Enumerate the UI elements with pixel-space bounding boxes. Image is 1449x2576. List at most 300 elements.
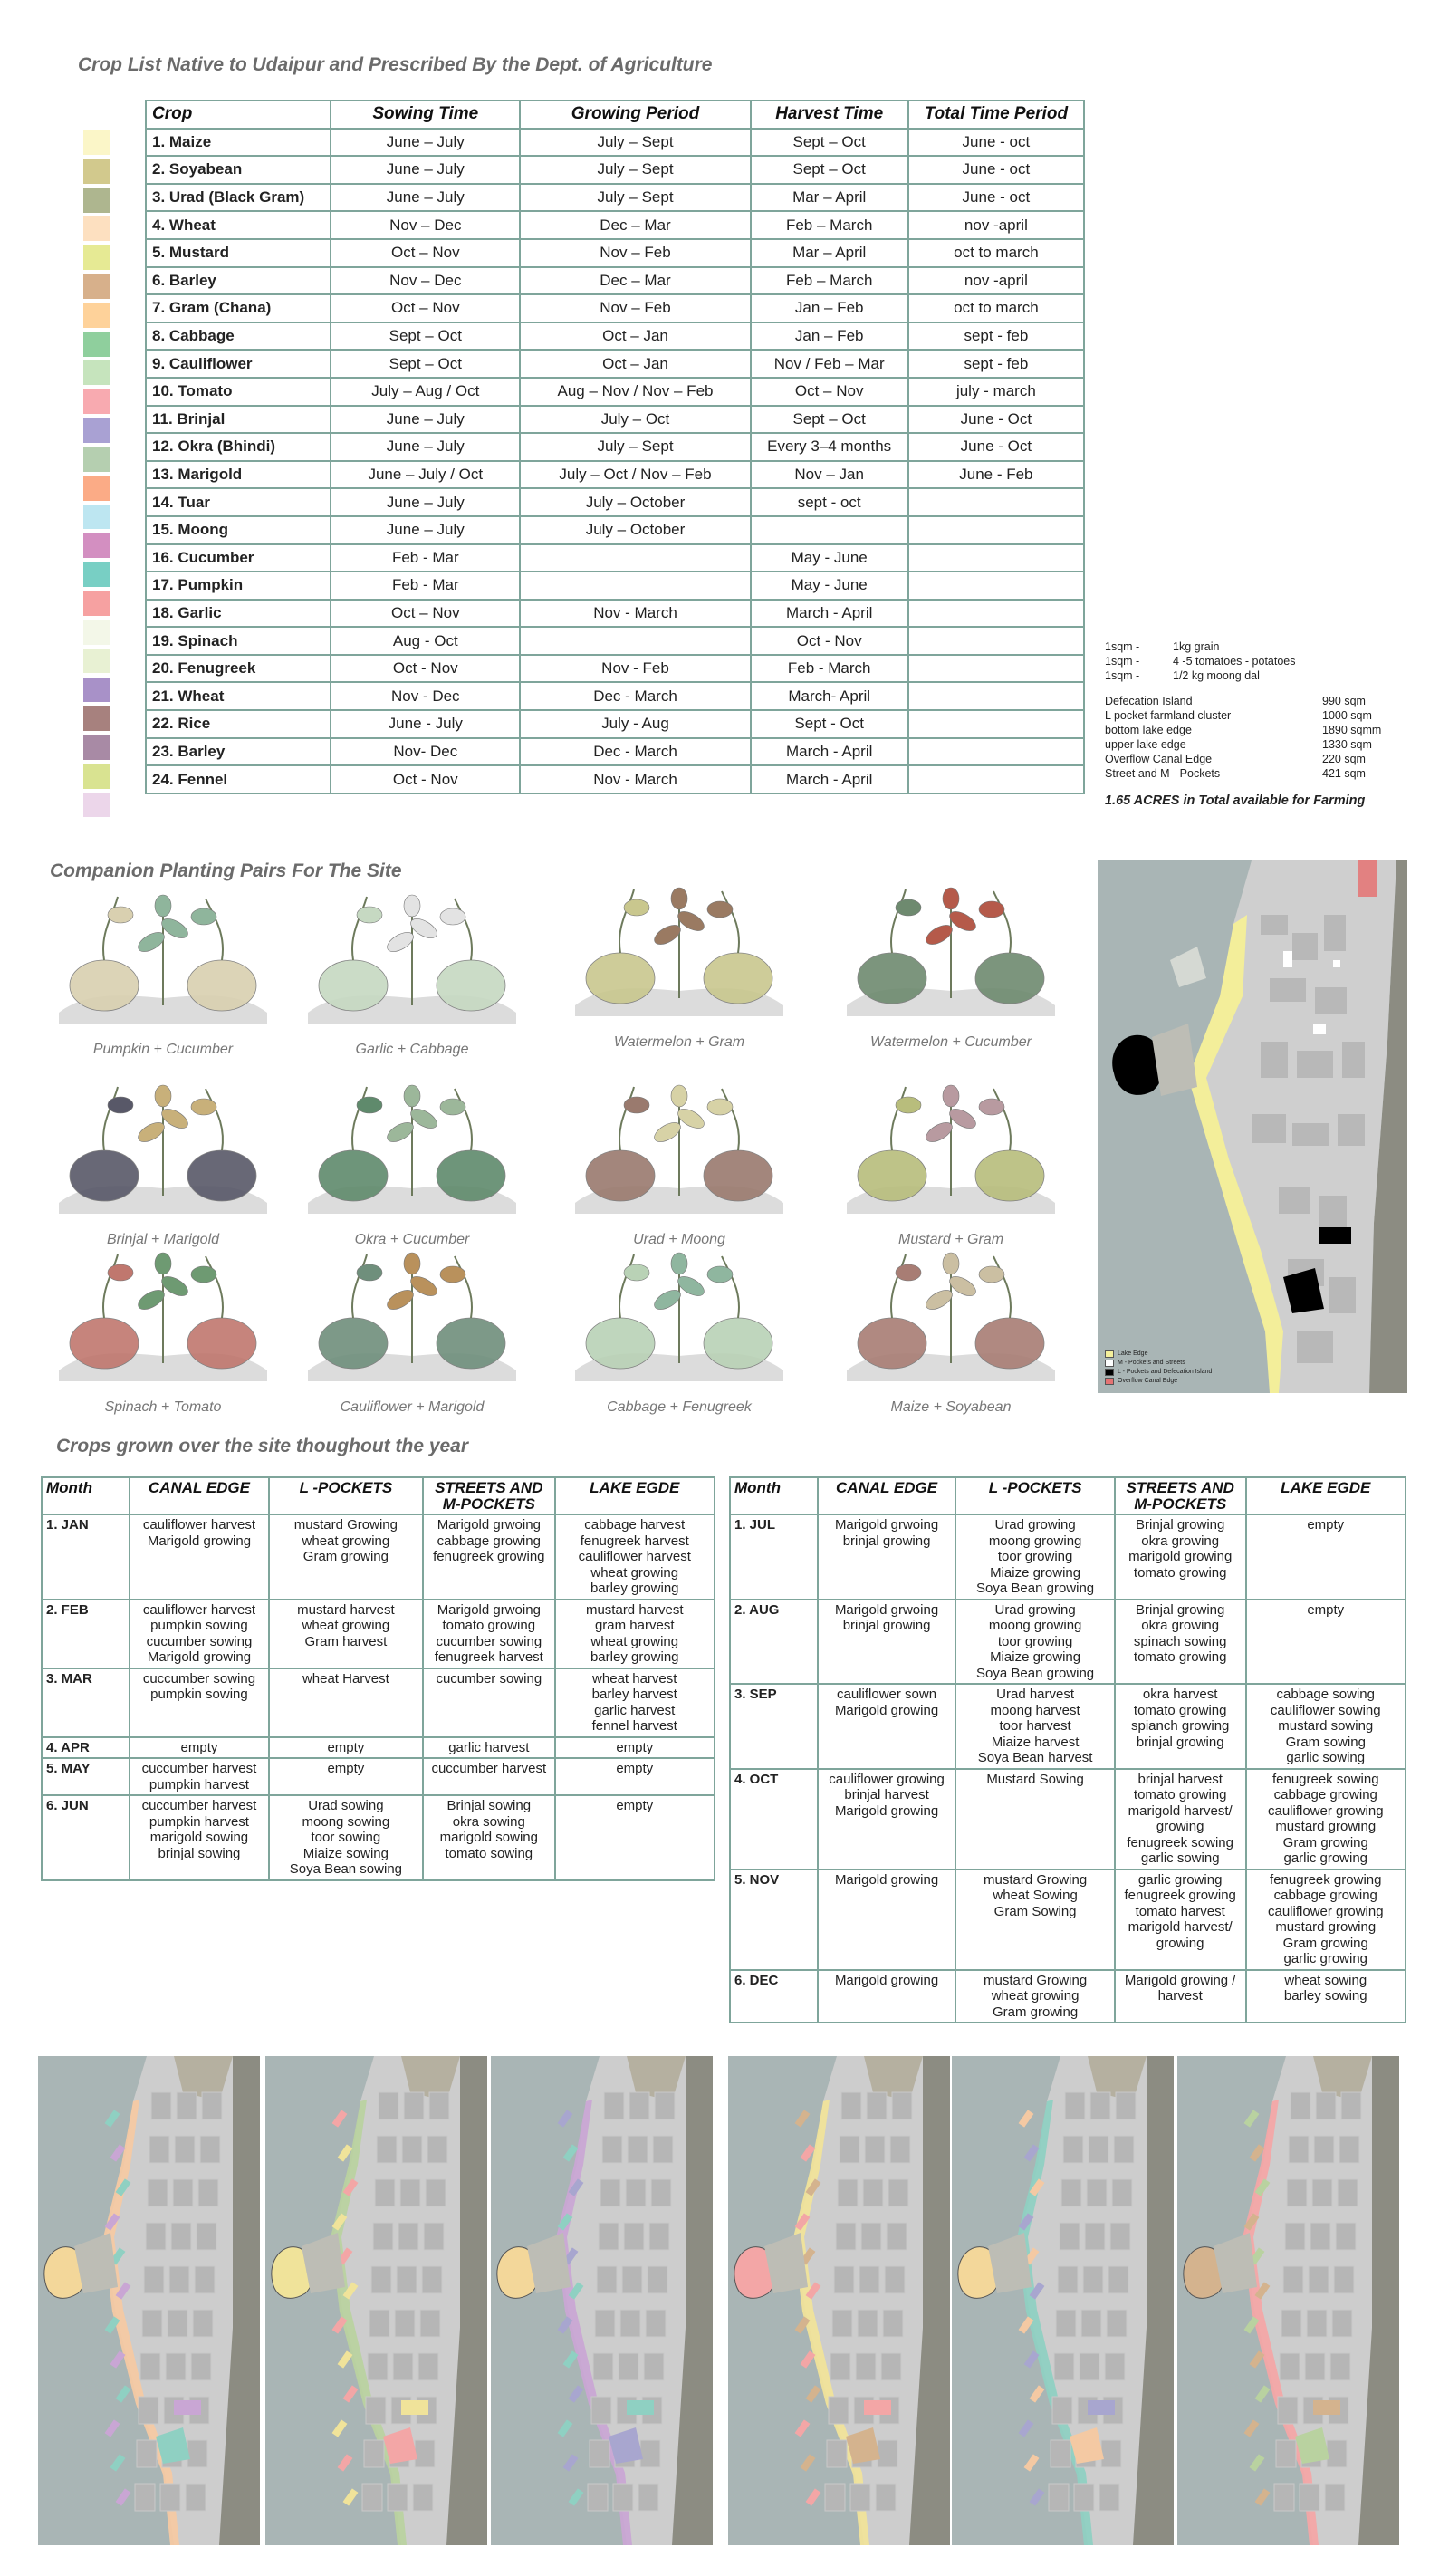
harvest-time: Jan – Feb: [751, 294, 908, 322]
calendar-entry: empty: [1307, 1601, 1345, 1618]
sowing-time: Feb - Mar: [331, 544, 520, 572]
calendar-entry: Gram growing: [1282, 1935, 1368, 1951]
growing-period: Nov - Feb: [520, 655, 750, 683]
crop-name: 22. Rice: [146, 710, 331, 738]
calendar-entry: pumpkin harvest: [149, 1813, 249, 1830]
calendar-entry: Marigold growing: [147, 1533, 252, 1549]
calendar-entry: cucumber sowing: [436, 1670, 542, 1687]
calendar-entry: brinjal sowing: [158, 1845, 241, 1861]
calendar-entry: brinjal growing: [842, 1618, 931, 1633]
calendar-entry: toor sowing: [311, 1830, 381, 1845]
area-row: [1105, 737, 1417, 752]
calendar-entry: cuccumber harvest: [141, 1798, 257, 1813]
calendar-entry: marigold harvest/: [1128, 1802, 1233, 1819]
calendar-entry: garlic sowing: [1286, 1750, 1366, 1765]
companion-pair-illustration: [566, 1069, 792, 1232]
month-map: [491, 2056, 713, 2545]
calendar-entry: fenugreek sowing: [1271, 1771, 1379, 1787]
sowing-time: June – July: [331, 516, 520, 544]
calendar-entry: moong sowing: [302, 1813, 390, 1830]
calendar-entry: moong harvest: [990, 1702, 1080, 1718]
calendar-entry: Soya Bean growing: [976, 1581, 1095, 1596]
header-canal-edge: CANAL EDGE: [818, 1477, 956, 1514]
area-name: Street and M - Pockets: [1105, 767, 1221, 780]
month-cell: 5. NOV: [730, 1870, 818, 1970]
calendar-entry: cabbage growing: [1273, 1888, 1377, 1903]
streets-cell: [423, 1758, 554, 1795]
growing-period: July – Oct: [520, 406, 750, 434]
calendar-entry: Urad sowing: [308, 1798, 384, 1813]
growing-period: Nov - March: [520, 600, 750, 628]
calendar-entry: wheat sowing: [1284, 1972, 1367, 1988]
header-total-time-period: Total Time Period: [908, 101, 1084, 129]
streets-cell: [1115, 1970, 1246, 2023]
harvest-time: Sept – Oct: [751, 156, 908, 184]
crop-table: [145, 100, 1085, 794]
l-pockets-cell: [269, 1758, 423, 1795]
header-streets-m-pockets: STREETS AND M-POCKETS: [423, 1477, 554, 1514]
canal-edge-cell: [130, 1600, 268, 1668]
calendar-entry: Mustard Sowing: [986, 1771, 1084, 1787]
legend-label: Lake Edge: [1118, 1350, 1148, 1357]
crop-color-legend: [83, 130, 110, 822]
growing-period: July – October: [520, 516, 750, 544]
lake-edge-cell: [555, 1737, 715, 1759]
legend-item: [1105, 1377, 1212, 1386]
calendar-entry: Soya Bean sowing: [289, 1861, 402, 1877]
calendar-entry: Marigold growing: [834, 1802, 939, 1819]
companion-pair-illustration: [299, 1236, 525, 1399]
total-time-period: [908, 655, 1084, 683]
crop-row: [146, 655, 1084, 683]
l-pockets-cell: [955, 1684, 1115, 1769]
companion-pair: [299, 1069, 525, 1259]
month-map-drawing: [491, 2056, 713, 2545]
calendar-entry: cauliflower harvest: [142, 1601, 256, 1618]
crop-row: [146, 433, 1084, 461]
canal-edge-cell: [818, 1600, 956, 1685]
calendar-entry: mustard harvest: [585, 1601, 684, 1618]
total-time-period: [908, 600, 1084, 628]
month-cell: 2. FEB: [42, 1600, 130, 1668]
crop-color-swatch: [83, 620, 110, 645]
calendar-entry: marigold sowing: [149, 1830, 249, 1845]
harvest-time: Feb – March: [751, 267, 908, 295]
crop-name: 23. Barley: [146, 738, 331, 766]
month-cell: 1. JAN: [42, 1514, 130, 1600]
total-time-period: June - oct: [908, 184, 1084, 212]
calendar-entry: cuccumber harvest: [141, 1761, 257, 1776]
total-time-period: [908, 488, 1084, 516]
crop-name: 2. Soyabean: [146, 156, 331, 184]
legend-label: M - Pockets and Streets: [1118, 1360, 1185, 1366]
calendar-header-left: [42, 1477, 715, 1514]
streets-cell: [1115, 1514, 1246, 1600]
calendar-entry: cauliflower growing: [1267, 1903, 1384, 1919]
legend-item: [1105, 1350, 1212, 1359]
crop-row: [146, 267, 1084, 295]
crop-row: [146, 461, 1084, 489]
harvest-time: Feb – March: [751, 211, 908, 239]
total-acres: 1.65 ACRES in Total available for Farming: [1105, 793, 1366, 808]
calendar-entry: tomato growing: [1133, 1702, 1227, 1718]
total-time-period: july - march: [908, 378, 1084, 406]
growing-period: Oct – Jan: [520, 350, 750, 378]
growing-period: July – Sept: [520, 129, 750, 157]
companion-pair-illustration: [566, 1236, 792, 1399]
growing-period: [520, 627, 750, 655]
crop-row: [146, 710, 1084, 738]
calendar-entry: Urad harvest: [996, 1687, 1075, 1702]
month-cell: 3. MAR: [42, 1668, 130, 1737]
companion-pair: [566, 1236, 792, 1427]
calendar-entry: marigold harvest/: [1128, 1919, 1233, 1935]
calendar-row: [42, 1795, 715, 1880]
calendar-entry: barley growing: [590, 1581, 679, 1596]
calendar-entry: garlic growing: [1283, 1850, 1368, 1866]
calendar-row: [42, 1668, 715, 1737]
harvest-time: March - April: [751, 600, 908, 628]
crop-row: [146, 600, 1084, 628]
area-value: 1890 sqmm: [1322, 724, 1382, 736]
calendar-title: Crops grown over the site thoughout the year: [56, 1436, 469, 1456]
companion-pair-label: Pumpkin + Cucumber: [92, 1042, 234, 1057]
calendar-entry: fenugreek harvest: [434, 1649, 543, 1665]
calendar-entry: cuccumber sowing: [142, 1670, 256, 1687]
area-row: [1105, 708, 1417, 723]
month-cell: 6. JUN: [42, 1795, 130, 1880]
growing-period: Nov – Feb: [520, 294, 750, 322]
crop-name: 4. Wheat: [146, 211, 331, 239]
month-map-drawing: [1177, 2056, 1399, 2545]
companion-pair-label: Spinach + Tomato: [104, 1399, 222, 1415]
month-cell: 4. OCT: [730, 1769, 818, 1870]
header-month: Month: [730, 1477, 818, 1514]
l-pockets-cell: [955, 1769, 1115, 1870]
crop-name: 15. Moong: [146, 516, 331, 544]
canal-edge-cell: [130, 1514, 268, 1600]
sowing-time: Oct - Nov: [331, 655, 520, 683]
crop-row: [146, 572, 1084, 600]
harvest-time: Nov – Jan: [751, 461, 908, 489]
canal-edge-cell: [818, 1514, 956, 1600]
calendar-entry: Gram growing: [302, 1549, 389, 1564]
calendar-entry: Marigold grwoing: [437, 1601, 541, 1618]
crop-name: 7. Gram (Chana): [146, 294, 331, 322]
lake-edge-cell: [1246, 1970, 1406, 2023]
calendar-entry: toor growing: [997, 1633, 1073, 1649]
companion-pair: [838, 1236, 1064, 1427]
calendar-entry: moong growing: [988, 1533, 1082, 1549]
header-lake-edge: LAKE EGDE: [1246, 1477, 1406, 1514]
crop-name: 20. Fenugreek: [146, 655, 331, 683]
calendar-row: [730, 1600, 1406, 1685]
calendar-entry: brinjal growing: [842, 1533, 931, 1549]
lake-edge-cell: [555, 1600, 715, 1668]
header-month: Month: [42, 1477, 130, 1514]
crop-color-swatch: [83, 159, 110, 184]
harvest-time: Sept – Oct: [751, 406, 908, 434]
calendar-entry: cabbage growing: [437, 1533, 541, 1549]
crop-color-swatch: [83, 274, 110, 299]
month-cell: 3. SEP: [730, 1684, 818, 1769]
growing-period: July – Sept: [520, 184, 750, 212]
crop-name: 17. Pumpkin: [146, 572, 331, 600]
growing-period: July - Aug: [520, 710, 750, 738]
month-map: [38, 2056, 260, 2545]
companion-pair: [50, 1236, 276, 1427]
calendar-entry: fenugreek growing: [433, 1549, 545, 1564]
calendar-entry: Marigold grwoing: [834, 1517, 939, 1533]
calendar-entry: Marigold growing: [147, 1649, 252, 1665]
calendar-entry: Gram growing: [1282, 1834, 1368, 1850]
calendar-entry: cabbage growing: [1273, 1787, 1377, 1802]
crop-name: 19. Spinach: [146, 627, 331, 655]
total-time-period: nov -april: [908, 267, 1084, 295]
crop-name: 14. Tuar: [146, 488, 331, 516]
canal-edge-cell: [130, 1737, 268, 1759]
month-cell: 5. MAY: [42, 1758, 130, 1795]
calendar-entry: empty: [616, 1798, 654, 1813]
companion-pair-label: Brinjal + Marigold: [106, 1232, 220, 1247]
calendar-entry: Marigold grwoing: [437, 1517, 541, 1533]
companion-pair-label: Watermelon + Cucumber: [870, 1034, 1032, 1050]
total-time-period: [908, 738, 1084, 766]
total-time-period: June - Oct: [908, 406, 1084, 434]
streets-cell: [1115, 1870, 1246, 1970]
area-name: bottom lake edge: [1105, 724, 1192, 736]
calendar-entry: Miaize growing: [990, 1649, 1081, 1665]
total-time-period: June - oct: [908, 129, 1084, 157]
harvest-time: Every 3–4 months: [751, 433, 908, 461]
calendar-entry: empty: [616, 1739, 654, 1755]
canal-edge-cell: [818, 1769, 956, 1870]
crop-row: [146, 156, 1084, 184]
companion-pair-illustration: [566, 871, 792, 1034]
calendar-entry: cabbage sowing: [1276, 1687, 1375, 1702]
site-map: [1098, 860, 1407, 1393]
calendar-row: [730, 1970, 1406, 2023]
crop-name: 12. Okra (Bhindi): [146, 433, 331, 461]
crop-row: [146, 294, 1084, 322]
companion-pair-illustration: [50, 879, 276, 1042]
header-canal-edge: CANAL EDGE: [130, 1477, 268, 1514]
calendar-entry: mustard Growing: [293, 1517, 398, 1533]
crop-color-swatch: [83, 678, 110, 702]
harvest-time: Mar – April: [751, 184, 908, 212]
calendar-entry: empty: [180, 1739, 218, 1755]
header-crop: Crop: [146, 101, 331, 129]
companion-pair-illustration: [299, 1069, 525, 1232]
l-pockets-cell: [955, 1870, 1115, 1970]
companion-pair: [566, 871, 792, 1062]
sowing-time: June – July: [331, 433, 520, 461]
crop-color-swatch: [83, 793, 110, 817]
conversion-unit: 1sqm -: [1105, 655, 1140, 668]
legend-item: [1105, 1368, 1212, 1377]
month-map-drawing: [952, 2056, 1174, 2545]
calendar-entry: marigold growing: [1128, 1549, 1233, 1564]
calendar-entry: okra harvest: [1142, 1687, 1218, 1702]
calendar-table-jan-jun: [41, 1476, 715, 1881]
l-pockets-cell: [269, 1668, 423, 1737]
calendar-entry: spianch growing: [1130, 1718, 1230, 1734]
crop-color-swatch: [83, 505, 110, 529]
calendar-entry: wheat growing: [991, 1988, 1080, 2004]
area-info: [1105, 639, 1417, 808]
growing-period: July – Sept: [520, 156, 750, 184]
calendar-entry: cabbage harvest: [584, 1517, 686, 1533]
crop-name: 1. Maize: [146, 129, 331, 157]
harvest-time: Jan – Feb: [751, 322, 908, 351]
calendar-entry: okra sowing: [452, 1813, 525, 1830]
crop-name: 16. Cucumber: [146, 544, 331, 572]
crop-row: [146, 239, 1084, 267]
harvest-time: Mar – April: [751, 239, 908, 267]
lake-edge-cell: [1246, 1769, 1406, 1870]
crop-row: [146, 322, 1084, 351]
companion-pair: [838, 871, 1064, 1062]
companion-pair-illustration: [50, 1236, 276, 1399]
sowing-time: Oct – Nov: [331, 294, 520, 322]
lake-edge-cell: [1246, 1600, 1406, 1685]
month-map-drawing: [728, 2056, 950, 2545]
crop-color-swatch: [83, 562, 110, 587]
calendar-entry: gram harvest: [594, 1618, 675, 1633]
conversion-yield: 1kg grain: [1173, 640, 1220, 653]
canal-edge-cell: [130, 1795, 268, 1880]
harvest-time: March - April: [751, 765, 908, 793]
sowing-time: Feb - Mar: [331, 572, 520, 600]
area-name: upper lake edge: [1105, 738, 1186, 751]
calendar-entry: okra growing: [1141, 1533, 1220, 1549]
companion-pair: [50, 1069, 276, 1259]
legend-swatch: [1105, 1378, 1114, 1385]
sowing-time: June – July / Oct: [331, 461, 520, 489]
l-pockets-cell: [955, 1970, 1115, 2023]
canal-edge-cell: [130, 1758, 268, 1795]
legend-swatch: [1105, 1350, 1114, 1358]
calendar-entry: empty: [327, 1739, 365, 1755]
crop-list-title: Crop List Native to Udaipur and Prescribed By the Dept. of Agriculture: [78, 54, 713, 75]
crop-row: [146, 184, 1084, 212]
calendar-entry: Urad growing: [994, 1601, 1076, 1618]
month-map: [728, 2056, 950, 2545]
canal-edge-cell: [818, 1870, 956, 1970]
area-value: 1330 sqm: [1322, 738, 1372, 751]
lake-edge-cell: [1246, 1684, 1406, 1769]
legend-label: L - Pockets and Defecation Island: [1118, 1369, 1213, 1375]
calendar-entry: Marigold growing: [834, 1972, 939, 1988]
calendar-entry: tomato growing: [1133, 1787, 1227, 1802]
calendar-entry: cauliflower growing: [1267, 1802, 1384, 1819]
sowing-time: Oct – Nov: [331, 600, 520, 628]
growing-period: July – October: [520, 488, 750, 516]
calendar-entry: cucumber sowing: [146, 1633, 253, 1649]
calendar-entry: mustard Growing: [983, 1871, 1088, 1888]
lake-edge-cell: [555, 1758, 715, 1795]
streets-cell: [1115, 1600, 1246, 1685]
crop-color-swatch: [83, 418, 110, 443]
growing-period: [520, 572, 750, 600]
area-row: [1105, 694, 1417, 708]
crop-row: [146, 682, 1084, 710]
growing-period: [520, 544, 750, 572]
legend-label: Overflow Canal Edge: [1118, 1378, 1178, 1384]
crop-color-swatch: [83, 476, 110, 501]
crop-row: [146, 378, 1084, 406]
crop-color-swatch: [83, 735, 110, 760]
calendar-row: [42, 1600, 715, 1668]
companion-title: Companion Planting Pairs For The Site: [50, 860, 402, 881]
sowing-time: Nov – Dec: [331, 267, 520, 295]
calendar-entry: Marigold grwoing: [834, 1601, 939, 1618]
calendar-entry: barley harvest: [591, 1687, 677, 1702]
area-list: [1105, 694, 1417, 781]
calendar-entry: empty: [616, 1761, 654, 1776]
calendar-entry: cauliflower harvest: [142, 1517, 256, 1533]
calendar-entry: Gram sowing: [1285, 1734, 1366, 1750]
legend-swatch: [1105, 1360, 1114, 1367]
sowing-time: June - July: [331, 710, 520, 738]
calendar-entry: tomato sowing: [445, 1845, 533, 1861]
sowing-time: Nov- Dec: [331, 738, 520, 766]
calendar-table-jul-dec: [729, 1476, 1406, 2023]
month-cell: 1. JUL: [730, 1514, 818, 1600]
total-time-period: June - oct: [908, 156, 1084, 184]
crop-row: [146, 544, 1084, 572]
conversion-list: [1105, 639, 1417, 683]
crop-row: [146, 738, 1084, 766]
lake-edge-cell: [555, 1795, 715, 1880]
harvest-time: Oct – Nov: [751, 378, 908, 406]
companion-pair-illustration: [838, 1236, 1064, 1399]
legend-swatch: [1105, 1369, 1114, 1376]
harvest-time: sept - oct: [751, 488, 908, 516]
sowing-time: Sept – Oct: [331, 322, 520, 351]
crop-color-swatch: [83, 447, 110, 472]
harvest-time: May - June: [751, 544, 908, 572]
calendar-entry: Marigold growing /: [1124, 1972, 1236, 1988]
calendar-entry: brinjal harvest: [844, 1787, 929, 1802]
calendar-entry: tomato harvest: [1135, 1903, 1225, 1919]
crop-row: [146, 129, 1084, 157]
calendar-entry: garlic growing: [1137, 1871, 1223, 1888]
area-value: 990 sqm: [1322, 695, 1366, 707]
calendar-row: [730, 1769, 1406, 1870]
calendar-entry: Brinjal growing: [1135, 1517, 1225, 1533]
sowing-time: June – July: [331, 488, 520, 516]
calendar-entry: Miaize growing: [990, 1564, 1081, 1581]
total-time-period: oct to march: [908, 239, 1084, 267]
calendar-entry: cauliflower harvest: [578, 1549, 691, 1564]
crop-name: 24. Fennel: [146, 765, 331, 793]
crop-name: 9. Cauliflower: [146, 350, 331, 378]
calendar-entry: barley growing: [590, 1649, 679, 1665]
calendar-entry: garlic sowing: [1140, 1850, 1220, 1866]
calendar-entry: Gram Sowing: [993, 1903, 1077, 1919]
crop-color-swatch: [83, 332, 110, 357]
calendar-entry: empty: [327, 1761, 365, 1776]
streets-cell: [1115, 1769, 1246, 1870]
header-growing-period: Growing Period: [520, 101, 750, 129]
companion-pair: [299, 879, 525, 1069]
calendar-entry: Miaize sowing: [302, 1845, 389, 1861]
header-sowing-time: Sowing Time: [331, 101, 520, 129]
month-cell: 2. AUG: [730, 1600, 818, 1685]
companion-pair: [299, 1236, 525, 1427]
total-time-period: [908, 682, 1084, 710]
